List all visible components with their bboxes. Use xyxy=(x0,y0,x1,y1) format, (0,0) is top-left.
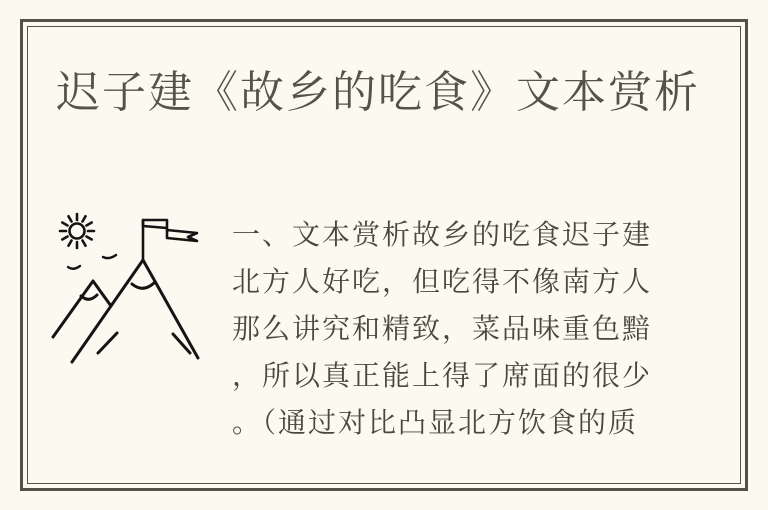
body-line-2: 北方人好吃，但吃得不像南方人 xyxy=(232,267,653,298)
body-line-5: 。（通过对比凸显北方饮食的质 xyxy=(232,408,639,439)
small-mountain xyxy=(53,281,111,337)
big-mountain-snowcap xyxy=(132,283,154,288)
flag-icon xyxy=(143,220,197,259)
article-title: 迟子建《故乡的吃食》文本赏析 xyxy=(56,68,700,117)
mountain-sun-flag-icon xyxy=(48,192,220,368)
article-body xyxy=(232,212,664,447)
bird-icon xyxy=(103,255,116,258)
body-line-3: 那么讲究和精致，菜品味重色黯 xyxy=(232,314,653,345)
ridge-line xyxy=(98,333,117,353)
bird-icon xyxy=(68,266,80,269)
body-line-4: ，所以真正能上得了席面的很少 xyxy=(232,361,653,392)
sun-icon xyxy=(60,214,94,248)
body-line-1: 一、文本赏析故乡的吃食迟子建 xyxy=(232,220,653,251)
big-mountain xyxy=(72,260,198,362)
